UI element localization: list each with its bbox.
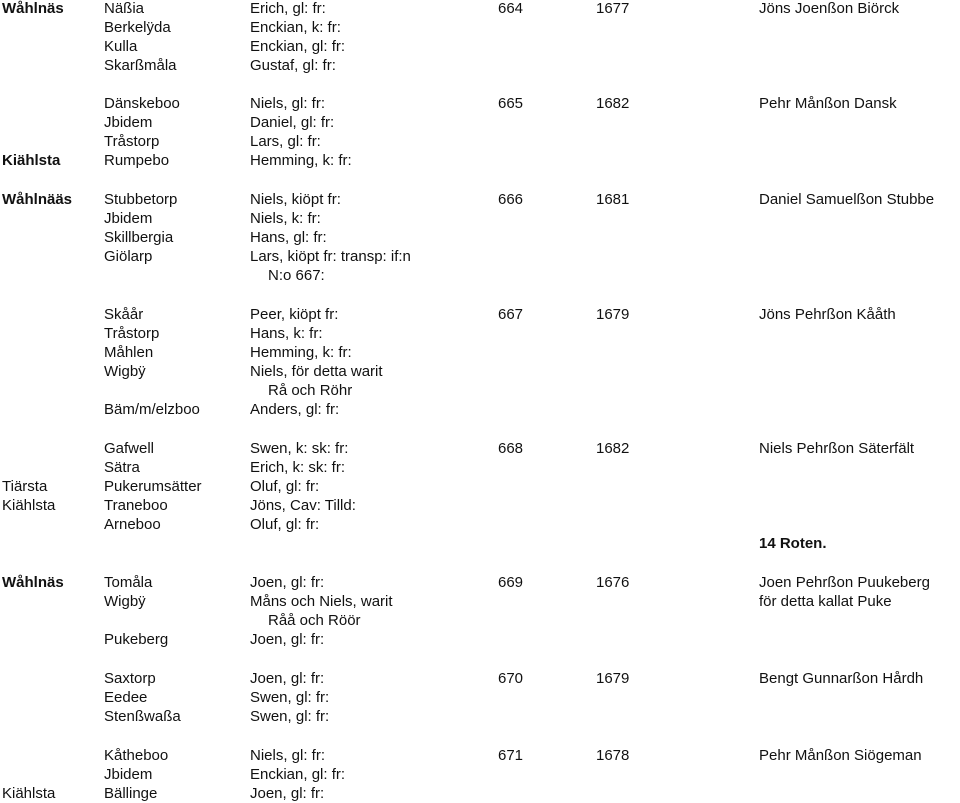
holder-text: Hemming, k: fr: [250, 344, 352, 361]
parish-name: Tiärsta [2, 478, 48, 495]
soldier-name: Jöns Pehrßon Kååth [759, 306, 896, 323]
holder-text: Gustaf, gl: fr: [250, 57, 336, 74]
soldier-name: Pehr Månßon Siögeman [759, 747, 922, 764]
parish-name: Kiählsta [2, 152, 61, 169]
year: 1679 [596, 306, 630, 323]
holder-text: Joen, gl: fr: [250, 785, 325, 802]
parish-name: Wåhlnäs [2, 0, 64, 17]
holder-text: Enckian, k: fr: [250, 19, 341, 36]
farm-name: Stenßwaßa [104, 708, 181, 725]
holder-text: Erich, k: sk: fr: [250, 459, 346, 476]
soldier-number: 668 [498, 440, 524, 457]
year: 1679 [596, 670, 630, 687]
section-heading: 14 Roten. [759, 535, 827, 552]
farm-name: Rumpebo [104, 152, 170, 169]
holder-text: Swen, gl: fr: [250, 708, 330, 725]
farm-name: Måhlen [104, 344, 154, 361]
soldier-number: 670 [498, 670, 524, 687]
holder-text: Jöns, Cav: Tilld: [250, 497, 356, 514]
year: 1678 [596, 747, 630, 764]
parish-name: Kiählsta [2, 497, 56, 514]
holder-text: Niels, kiöpt fr: [250, 191, 341, 208]
farm-name: Gafwell [104, 440, 155, 457]
farm-name: Skåår [104, 306, 144, 323]
farm-name: Kåtheboo [104, 747, 169, 764]
farm-name: Traneboo [104, 497, 168, 514]
year: 1682 [596, 95, 630, 112]
soldier-name: Joen Pehrßon Puukeberg [759, 574, 930, 591]
farm-name: Pukerumsätter [104, 478, 202, 495]
holder-text: Peer, kiöpt fr: [250, 306, 339, 323]
holder-text: Lars, kiöpt fr: transp: if:n [250, 248, 411, 265]
soldier-name: Jöns Joenßon Biörck [759, 0, 900, 17]
farm-name: Kulla [104, 38, 138, 55]
farm-name: Sätra [104, 459, 140, 476]
soldier-number: 664 [498, 0, 524, 17]
holder-text-continued: Råå och Röör [268, 612, 361, 629]
farm-name: Tomåla [104, 574, 153, 591]
farm-name: Jbidem [104, 210, 153, 227]
holder-text: Hans, gl: fr: [250, 229, 327, 246]
year: 1677 [596, 0, 630, 17]
holder-text: Oluf, gl: fr: [250, 478, 320, 495]
farm-name: Skarßmåla [104, 57, 177, 74]
farm-name: Eedee [104, 689, 148, 706]
farm-name: Näßia [104, 0, 145, 17]
holder-text: Niels, för detta warit [250, 363, 383, 380]
parish-name: Kiählsta [2, 785, 56, 802]
holder-text: Erich, gl: fr: [250, 0, 326, 17]
holder-text: Hans, k: fr: [250, 325, 323, 342]
holder-text: Oluf, gl: fr: [250, 516, 320, 533]
farm-name: Skillbergia [104, 229, 174, 246]
parish-name: Wåhlnäs [2, 574, 64, 591]
farm-name: Arneboo [104, 516, 161, 533]
holder-text: Swen, k: sk: fr: [250, 440, 349, 457]
holder-text: Joen, gl: fr: [250, 631, 325, 648]
farm-name: Stubbetorp [104, 191, 178, 208]
farm-name: Saxtorp [104, 670, 156, 687]
holder-text: Niels, k: fr: [250, 210, 321, 227]
farm-name: Wigbÿ [104, 363, 146, 380]
holder-text: Niels, gl: fr: [250, 95, 326, 112]
holder-text-continued: N:o 667: [268, 267, 325, 284]
holder-text: Anders, gl: fr: [250, 401, 340, 418]
soldier-name: Bengt Gunnarßon Hårdh [759, 670, 924, 687]
farm-name: Jbidem [104, 114, 153, 131]
farm-name: Tråstorp [104, 133, 160, 150]
soldier-number: 669 [498, 574, 524, 591]
soldier-name: Niels Pehrßon Säterfält [759, 440, 915, 457]
farm-name: Giölarp [104, 248, 153, 265]
holder-text: Lars, gl: fr: [250, 133, 321, 150]
farm-name: Pukeberg [104, 631, 169, 648]
year: 1676 [596, 574, 630, 591]
holder-text: Joen, gl: fr: [250, 670, 325, 687]
holder-text: Enckian, gl: fr: [250, 38, 346, 55]
holder-text: Måns och Niels, warit [250, 593, 393, 610]
farm-name: Jbidem [104, 766, 153, 783]
holder-text: Enckian, gl: fr: [250, 766, 346, 783]
soldier-name: Pehr Månßon Dansk [759, 95, 897, 112]
holder-text: Joen, gl: fr: [250, 574, 325, 591]
holder-text: Niels, gl: fr: [250, 747, 326, 764]
year: 1681 [596, 191, 630, 208]
farm-name: Berkelÿda [104, 19, 171, 36]
soldier-number: 667 [498, 306, 524, 323]
year: 1682 [596, 440, 630, 457]
farm-name: Bällinge [104, 785, 158, 802]
soldier-name: Daniel Samuelßon Stubbe [759, 191, 935, 208]
parish-name: Wåhlnääs [2, 191, 73, 208]
farm-name: Tråstorp [104, 325, 160, 342]
holder-text-continued: Rå och Röhr [268, 382, 353, 399]
soldier-number: 671 [498, 747, 524, 764]
holder-text: Hemming, k: fr: [250, 152, 352, 169]
soldier-note: för detta kallat Puke [759, 593, 892, 610]
farm-name: Bäm/m/elzboo [104, 401, 200, 418]
soldier-number: 665 [498, 95, 524, 112]
holder-text: Swen, gl: fr: [250, 689, 330, 706]
farm-name: Dänskeboo [104, 95, 180, 112]
holder-text: Daniel, gl: fr: [250, 114, 335, 131]
farm-name: Wigbÿ [104, 593, 146, 610]
soldier-number: 666 [498, 191, 524, 208]
